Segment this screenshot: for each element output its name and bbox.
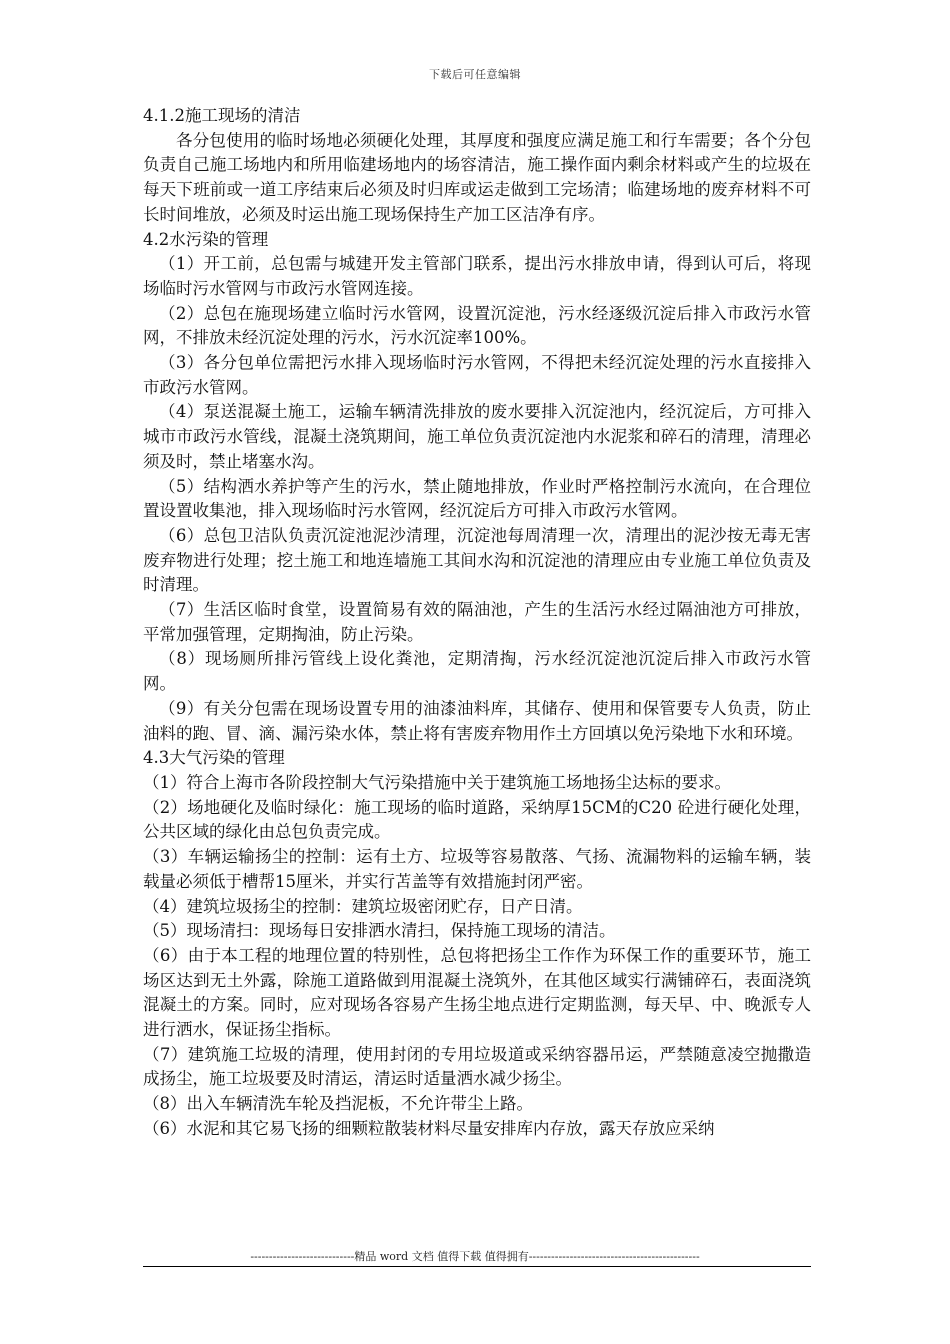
- footer-divider: [143, 1266, 811, 1267]
- list-item: （3）各分包单位需把污水排入现场临时污水管网，不得把未经沉淀处理的污水直接排入市政污水管网。: [143, 353, 811, 397]
- list-item: （1）符合上海市各阶段控制大气污染措施中关于建筑施工场地扬尘达标的要求。: [143, 772, 731, 792]
- list-item: （2）总包在施现场建立临时污水管网，设置沉淀池，污水经逐级沉淀后排入市政污水管网，不排放未经沉淀处理的污水，污水沉淀率100%。: [143, 303, 811, 348]
- list-item: （5）结构洒水养护等产生的污水，禁止随地排放，作业时严格控制污水流向，在合理位置设置收集池，排入现场临时污水管网，经沉淀后方可排入市政污水管网。: [143, 476, 811, 521]
- list-item: （7）生活区临时食堂，设置简易有效的隔油池，产生的生活污水经过隔油池方可排放，平常加强管理，定期掏油，防止污染。: [143, 600, 811, 644]
- list-item: （8）出入车辆清洗车轮及挡泥板，不允许带尘上路。: [143, 1094, 533, 1114]
- list-item: （5）现场清扫：现场每日安排洒水清扫，保持施工现场的清洁。: [143, 921, 616, 941]
- section-heading: 4.3大气污染的管理: [143, 748, 285, 768]
- list-item: （6）总包卫洁队负责沉淀池泥沙清理，沉淀池每周清理一次，清理出的泥沙按无毒无害废弃物进行处理；挖土施工和地连墙施工其间水沟和沉淀池的清理应由专业施工单位负责及时清理。: [143, 525, 811, 595]
- list-item: （6）水泥和其它易飞扬的细颗粒散装材料尽量安排库内存放，露天存放应采纳: [143, 1118, 715, 1138]
- list-item: （8）现场厕所排污管线上设化粪池，定期清掏，污水经沉淀池沉淀后排入市政污水管网。: [143, 649, 811, 694]
- body-paragraph: 各分包使用的临时场地必须硬化处理，其厚度和强度应满足施工和行车需要；各个分包负责自己施工场地内和所用临建场地内的场容清洁，施工操作面内剩余材料或产生的垃圾在每天下班前或一道工序结束后必须及时归库或运走做到工完场清；临建场地的废弃材料不可长时间堆放，必须及时运出施工现场保持生产加工区洁净有序。: [143, 130, 811, 224]
- list-item: （4）建筑垃圾扬尘的控制：建筑垃圾密闭贮存，日产日清。: [143, 896, 583, 916]
- list-item: （2）场地硬化及临时绿化：施工现场的临时道路，采纳厚15CM的C20 砼进行硬化处理，公共区域的绿化由总包负责完成。: [143, 797, 811, 842]
- document-body: [143, 104, 811, 1142]
- page-header: 下载后可任意编辑: [429, 68, 521, 81]
- list-item: （9）有关分包需在现场设置专用的油漆油料库，其储存、使用和保管要专人负责，防止油料的跑、冒、滴、漏污染水体，禁止将有害废弃物用作土方回填以免污染地下水和环境。: [143, 698, 811, 743]
- section-heading: 4.2水污染的管理: [143, 229, 269, 249]
- section-heading: 4.1.2施工现场的清洁: [143, 106, 301, 125]
- page-footer: ----------------------------精品 word 文档 值得下载 值得拥有----------------------------------------------: [250, 1250, 700, 1263]
- list-item: （3）车辆运输扬尘的控制：运有土方、垃圾等容易散落、气扬、流漏物料的运输车辆，装载量必须低于槽帮15厘米，并实行苫盖等有效措施封闭严密。: [143, 847, 811, 891]
- list-item: （7）建筑施工垃圾的清理，使用封闭的专用垃圾道或采纳容器吊运，严禁随意凌空抛撒造成扬尘，施工垃圾要及时清运，清运时适量洒水减少扬尘。: [143, 1044, 811, 1089]
- list-item: （1）开工前，总包需与城建开发主管部门联系，提出污水排放申请，得到认可后，将现场临时污水管网与市政污水管网连接。: [143, 254, 811, 298]
- list-item: （4）泵送混凝土施工，运输车辆清洗排放的废水要排入沉淀池内，经沉淀后，方可排入城市市政污水管线，混凝土浇筑期间，施工单位负责沉淀池内水泥浆和碎石的清理，清理必须及时，禁止堵塞水沟。: [143, 402, 811, 471]
- list-item: （6）由于本工程的地理位置的特别性，总包将把扬尘工作作为环保工作的重要环节，施工场区达到无土外露，除施工道路做到用混凝土浇筑外，在其他区域实行满铺碎石，表面浇筑混凝土的方案。同时，应对现场各容易产生扬尘地点进行定期监测，每天早、中、晚派专人进行洒水，保证扬尘指标。: [143, 945, 811, 1040]
